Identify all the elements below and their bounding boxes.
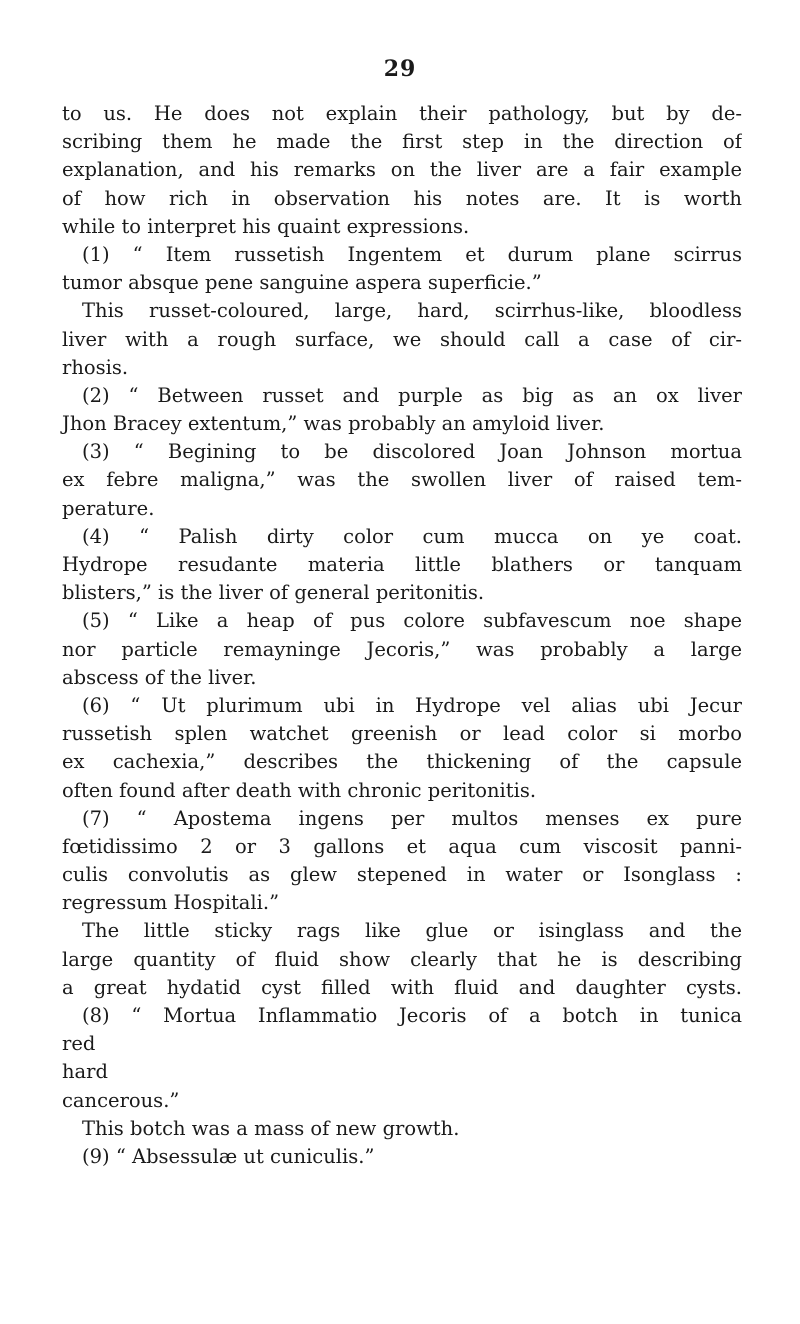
text-line: (4) “ Palish dirty color cum mucca on ye coat. bbox=[82, 524, 742, 548]
text-line: scribing them he made the first step in the direction of bbox=[62, 130, 742, 154]
text-line: to us. He does not explain their pathology, but by de- bbox=[62, 102, 742, 125]
text-line: The little sticky rags like glue or isinglass and the bbox=[82, 919, 742, 943]
page-number: 29 bbox=[383, 56, 417, 82]
text-line: fœtidissimo 2 or 3 gallons et aqua cum viscosit panni- bbox=[62, 834, 742, 858]
text-line: Hydrope resudante materia little blathers or tanquam bbox=[62, 553, 742, 576]
text-line: (5) “ Like a heap of pus colore subfavescum noe shape bbox=[82, 609, 742, 633]
text-line: (3) “ Begining to be discolored Joan Johnson mortua bbox=[82, 440, 742, 464]
text-line: tumor absque pene sanguine aspera superficie.” bbox=[62, 271, 542, 295]
text-line: red bbox=[62, 1032, 96, 1056]
text-line: a great hydatid cyst filled with fluid and daughter cysts. bbox=[62, 975, 742, 999]
text-line: hard bbox=[62, 1060, 108, 1084]
text-line: explanation, and his remarks on the liver are a fair example bbox=[62, 158, 742, 182]
text-line: abscess of the liver. bbox=[62, 665, 257, 689]
text-line: This russet-coloured, large, hard, scirrhus-like, bloodless bbox=[82, 299, 742, 323]
text-line: (8) “ Mortua Inflammatio Jecoris of a botch in tunica bbox=[82, 1004, 742, 1027]
text-line: blisters,” is the liver of general peritonitis. bbox=[62, 581, 485, 605]
text-line: culis convolutis as glew stepened in water or Isonglass : bbox=[62, 863, 742, 887]
text-line: This botch was a mass of new growth. bbox=[82, 1116, 460, 1140]
text-line: (9) “ Absessulæ ut cuniculis.” bbox=[82, 1144, 375, 1168]
text-line: (7) “ Apostema ingens per multos menses ex pure bbox=[82, 806, 742, 830]
text-line: liver with a rough surface, we should call a case of cir- bbox=[62, 327, 742, 351]
text-line: Jhon Bracey extentum,” was probably an amyloid liver. bbox=[62, 412, 605, 436]
body-text bbox=[62, 100, 742, 1171]
text-line: (1) “ Item russetish Ingentem et durum plane scirrus bbox=[82, 242, 742, 266]
text-line: regressum Hospitali.” bbox=[62, 891, 280, 915]
text-line: cancerous.” bbox=[62, 1088, 180, 1112]
text-line: perature. bbox=[62, 496, 155, 520]
text-line: (2) “ Between russet and purple as big as an ox liver bbox=[82, 383, 742, 407]
text-line: ex cachexia,” describes the thickening of the capsule bbox=[62, 750, 742, 774]
text-line: of how rich in observation his notes are. It is worth bbox=[62, 186, 742, 210]
text-line: (6) “ Ut plurimum ubi in Hydrope vel alias ubi Jecur bbox=[82, 693, 742, 717]
text-line: ex febre maligna,” was the swollen liver of raised tem- bbox=[62, 468, 742, 492]
text-line: while to interpret his quaint expressions. bbox=[62, 214, 470, 238]
text-line: large quantity of fluid show clearly that he is describing bbox=[62, 947, 742, 971]
text-line: nor particle remayninge Jecoris,” was probably a large bbox=[62, 637, 742, 661]
text-line: russetish splen watchet greenish or lead color si morbo bbox=[62, 722, 742, 746]
text-line: rhosis. bbox=[62, 355, 129, 379]
text-line: often found after death with chronic peritonitis. bbox=[62, 778, 537, 802]
